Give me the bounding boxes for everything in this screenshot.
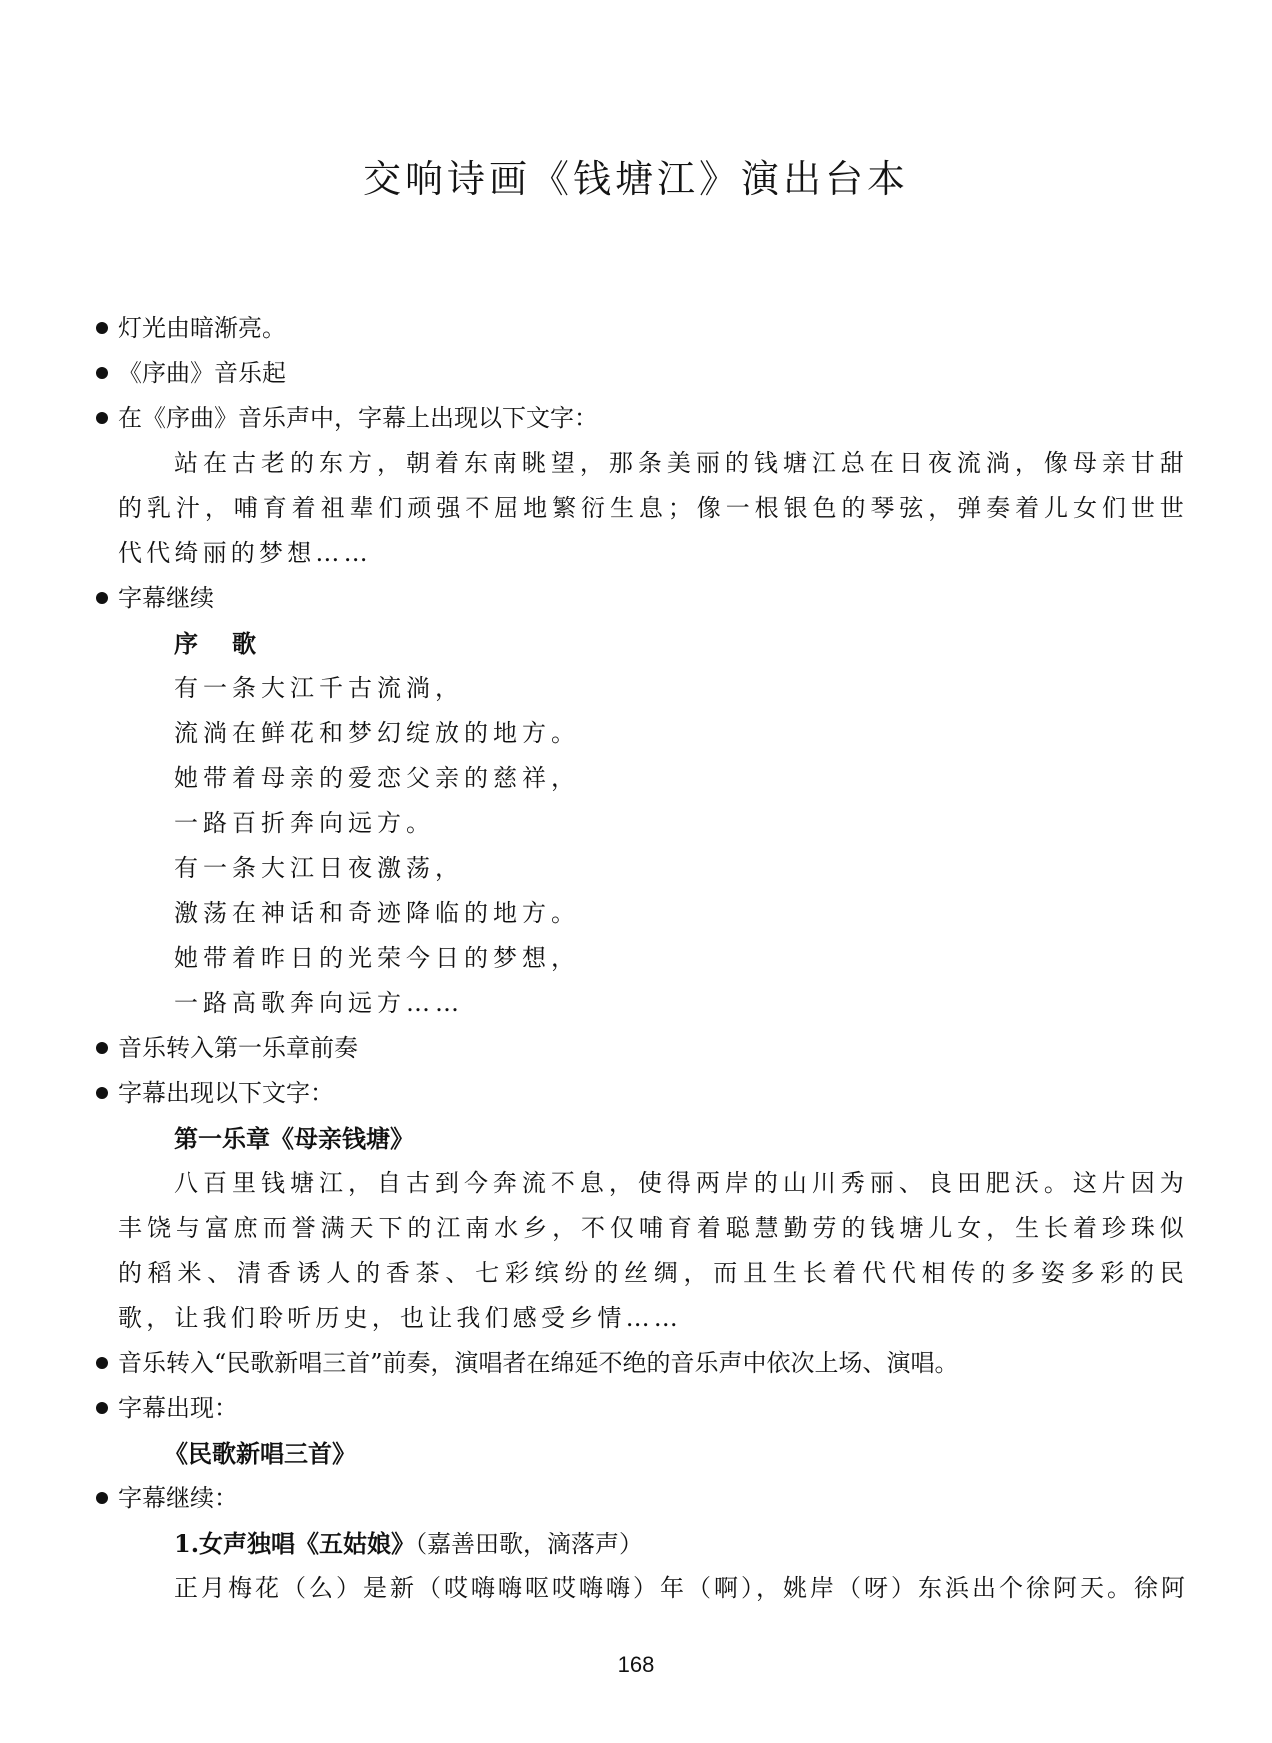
song-note: （嘉善田歌，滴落声） xyxy=(415,1530,644,1558)
page-number: 168 xyxy=(617,1652,655,1677)
lyric-line: 正月梅花（么）是新（哎嗨嗨呕哎嗨嗨）年（啊），姚岸（呀）东浜出个徐阿天。徐阿 xyxy=(174,1574,1188,1602)
caption-paragraph xyxy=(94,441,1188,576)
caption-text: 八百里钱塘江，自古到今奔流不息，使得两岸的山川秀丽、良田肥沃。这片因为丰饶与富庶而誉满天下的江南水乡，不仅哺育着聪慧勤劳的钱塘儿女，生长着珍珠似的稻米、清香诱人的香茶、七彩缤纷的丝绸，而且生长着代代相传的多姿多彩的民歌，让我们聆听历史，也让我们感受乡情…… xyxy=(118,1169,1188,1332)
stage-direction: 字幕出现以下文字： xyxy=(94,1071,1188,1116)
poem-line: 流淌在鲜花和梦幻绽放的地方。 xyxy=(174,719,580,747)
stage-direction: 灯光由暗渐亮。 xyxy=(94,306,1188,351)
section-heading: 序 歌 xyxy=(174,629,261,658)
song-set-heading: 《民歌新唱三首》 xyxy=(164,1439,356,1468)
stage-direction: 字幕出现： xyxy=(94,1386,1188,1431)
stage-direction: 字幕继续 xyxy=(94,576,1188,621)
poem-line: 一路高歌奔向远方…… xyxy=(174,989,464,1017)
stage-direction: 字幕继续： xyxy=(94,1476,1188,1521)
stage-direction: 音乐转入第一乐章前奏 xyxy=(94,1026,1188,1071)
movement-heading: 第一乐章《母亲钱塘》 xyxy=(174,1124,414,1153)
poem-line: 有一条大江千古流淌， xyxy=(174,674,464,702)
poem-line: 有一条大江日夜激荡， xyxy=(174,854,464,882)
caption-text: 站在古老的东方，朝着东南眺望，那条美丽的钱塘江总在日夜流淌，像母亲甘甜的乳汁，哺育着祖辈们顽强不屈地繁衍生息；像一根银色的琴弦，弹奏着儿女们世世代代绮丽的梦想…… xyxy=(118,449,1188,567)
song-heading xyxy=(94,1521,1188,1566)
poem-line: 一路百折奔向远方。 xyxy=(174,809,435,837)
poem-line: 她带着昨日的光荣今日的梦想， xyxy=(174,944,580,972)
page-title: 交响诗画《钱塘江》演出台本 xyxy=(362,157,909,201)
poem-line: 她带着母亲的爱恋父亲的慈祥， xyxy=(174,764,580,792)
stage-direction: 《序曲》音乐起 xyxy=(94,351,1188,396)
stage-direction: 音乐转入“民歌新唱三首”前奏，演唱者在绵延不绝的音乐声中依次上场、演唱。 xyxy=(94,1341,1188,1386)
song-title: 1.女声独唱《五姑娘》 xyxy=(174,1529,416,1558)
caption-paragraph xyxy=(94,1161,1188,1341)
poem-line: 激荡在神话和奇迹降临的地方。 xyxy=(174,899,580,927)
script-body xyxy=(94,306,1188,1611)
stage-direction: 在《序曲》音乐声中，字幕上出现以下文字： xyxy=(94,396,1188,441)
